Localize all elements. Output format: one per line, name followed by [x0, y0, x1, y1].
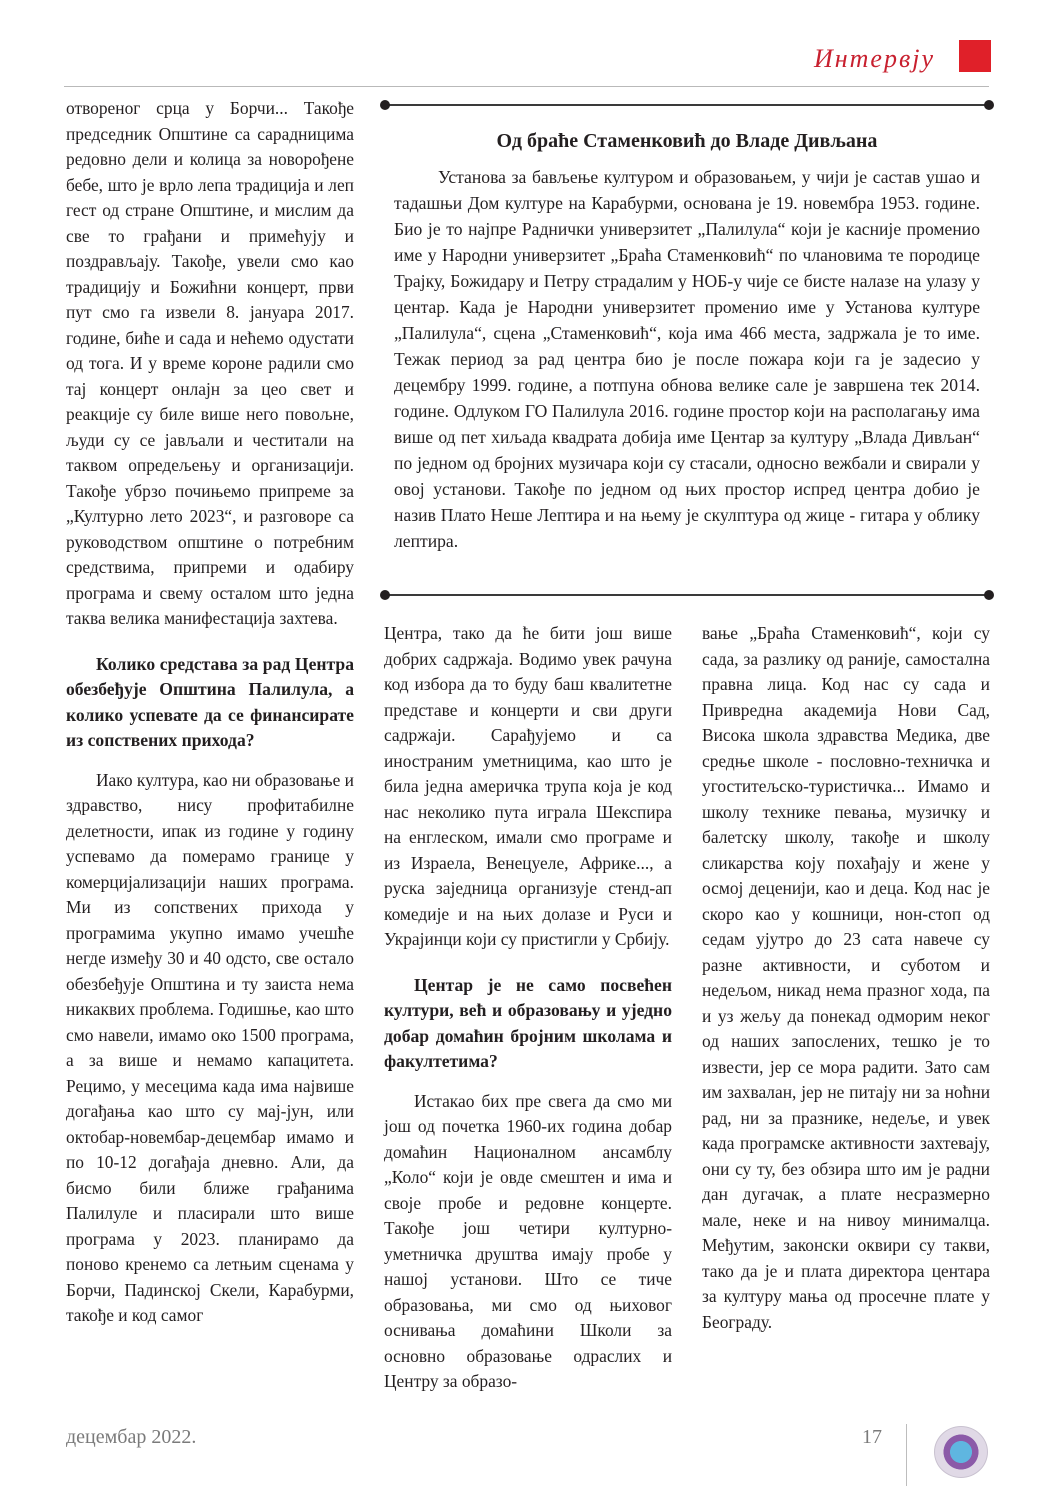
- left-paragraph-1: отвореног срца у Борчи... Такође председник Општине са сарадницима редовно дели и колица за новорођене бебе, што је врло лепа традиција и леп гест од стране Општине, и мислим да све то грађани и примећују и поздрављају. Такође, увели смо као традицију и Божићни концерт, први пут смо га извели 8. јануара 2017. године, биће и сада и нећемо одустати од тога. И у време короне радили смо тај концерт онлајн за цео свет и реакције су биле више него повољне, људи су се јављали и честитали на таквом опредељењу и организацији. Такође убрзо почињемо припреме за „Културно лето 2023“, и разговоре са руководством општине о потребним средствима, припреми и одабиру програма и свему осталом што једна таква велика манифестација захтева.: [66, 98, 354, 628]
- middle-column: [384, 621, 672, 1395]
- page-number: 17: [862, 1426, 882, 1448]
- left-paragraph-2: Иако култура, као ни образовање и здравство, нису профитабилне делетности, ипак из године у годину успевамо да померамо границе у комерцијализацији наших програма. Ми из сопствених прихода у програмима укупно имамо учешће негде између 30 и 40 одсто, све остало обезбеђује Општина и ту заиста нема никаквих проблема. Годишње, као што смо навели, имамо око 1500 програма, а за више и немамо капацитета. Рецимо, у месецима када има највише догађања као што су мај-јун, или октобар-новембар-децембар имамо и по 10-12 догађаја дневно. Али, да бисмо били ближе грађанима Палилуле и пласирали што више програма у 2023. планирамо да поново кренемо са летњим сценама у Борчи, Падинској Скели, Карабурми, такође и код самог: [66, 769, 354, 1325]
- center-logo-icon: [934, 1426, 988, 1478]
- middle-paragraph-1: Центра, тако да ће бити још више добрих садржаја. Водимо увек рачуна код избора да то буду баш квалитетне представе и концерти и сви други садржаји. Сарађујемо и са иностраним уметницима, као што је била једна америчка трупа која је код нас неколико пута играла Шекспира на енглеском, имали смо програме и из Израела, Венецуеле, Африке..., а руска заједница организује стенд-ап комедије и на њих долазе и Руси и Украјинци који су пристигли у Србију.: [384, 623, 672, 949]
- box-top-rule: [384, 104, 990, 106]
- footer-divider: [906, 1424, 907, 1486]
- left-column: [66, 96, 354, 1329]
- middle-paragraph-2: Истакао бих пре свега да смо ми још од почетка 1960-их година добар домаћин Националном ансамблу „Коло“ који је овде смештен и има и своје пробе и редовне концерте. Такође још четири културно-уметничка друштва имају пробе у нашој установи. Што се тиче образовања, ми смо од њиховог оснивања домаћини Школи за основно образовање одраслих и Центру за образо-: [384, 1090, 672, 1391]
- interview-question-1: Колико средстава за рад Центра обезбеђује Општина Палилула, а колико успевате да се финансирате из сопствених прихода?: [66, 653, 354, 750]
- header-rule: [64, 86, 989, 87]
- box-body: Установа за бављење културом и образовањем, у чији је састав ушао и тадашњи Дом културе на Карабурми, основана је 19. новембра 1953. године. Био је то најпре Раднички универзитет „Палилула“ који је касније променио име у Народни универзитет „Браћа Стаменковић“ по члановима те породице Трајку, Божидару и Петру страдалим у НОБ-у чије се бисте налазе на улазу у центар. Када је Народни универзитет променио име у Установа културе „Палилула“, сцена „Стаменковић“, која има 466 места, задржала је то име. Тежак период за рад центра био је после пожара који га је задесио у децембру 1999. године, а потпуна обнова велике сале је завршена тек 2014. године. Одлуком ГО Палилула 2016. године простор који на располагању има више од пет хиљада квадрата добија име Центар за културу „Влада Дивљан“ по једном од бројних музичара који су стасали, односно вежбали и свирали у овој установи. Такође по једном од њих простор испред центра добио је назив Плато Неше Лептира и на њему је скулптура од жице - гитара у облику лептира.: [394, 167, 980, 551]
- box-title: Од браће Стаменковић до Владе Дивљана: [496, 130, 878, 152]
- interview-question-2: Центар је не само посвећен култури, већ и образовању и уједно добар домаћин бројним школама и факултетима?: [384, 974, 672, 1071]
- rule-dot: [380, 100, 390, 110]
- footer-date: децембар 2022.: [66, 1426, 197, 1448]
- section-label: Интервју: [813, 44, 935, 73]
- rule-dot: [984, 100, 994, 110]
- section-marker: [959, 40, 991, 72]
- box-bottom-rule: [384, 594, 990, 596]
- rule-dot: [380, 590, 390, 600]
- right-column: [702, 621, 990, 1335]
- right-paragraph-1: вање „Браћа Стаменковић“, који су сада, за разлику од раније, самостална правна лица. Код нас су сада и Привредна академија Нови Сад, Висока школа здравства Медика, две средње школе - пословно-техничка и угоститељско-туристичка... Имамо и школу технике певања, музичку и балетску школу, такође и школу сликарства коју похађају и жене у осмој деценији, као и деца. Код нас је скоро као у кошници, нон-стоп од седам ујутро до 23 сата навече су разне активности, и суботом и недељом, никад нема празног хода, па и уз жељу да понекад одморим неког од наших запослених, тешко је то извести, јер се мора радити. Зато сам им захвалан, јер не питају ни за ноћни рад, ни за празнике, недеље, и увек када програмске активности захтевају, они су ту, без обзира што им је радни дан дугачак, а плате несразмерно мале, неке и на нивоу минималца. Међутим, законски оквири су такви, тако да је и плата директора центара за културу мања од просечне плате у Београду.: [702, 623, 990, 1332]
- history-sidebar-box: [384, 100, 990, 598]
- rule-dot: [984, 590, 994, 600]
